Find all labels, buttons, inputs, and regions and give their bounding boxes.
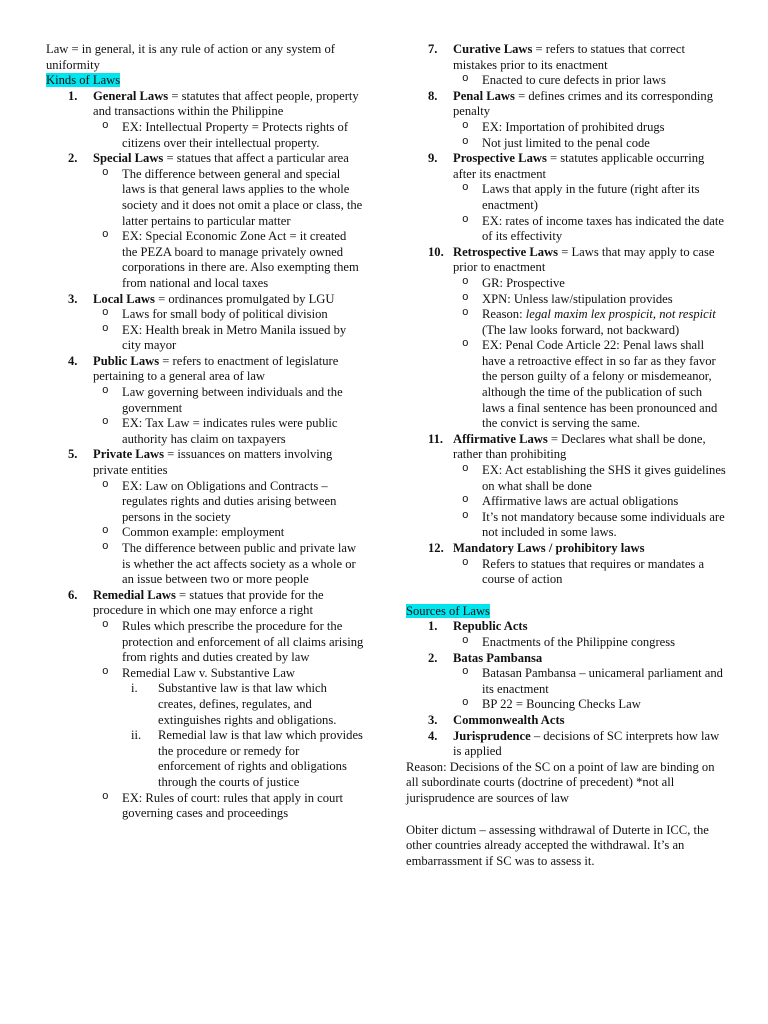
law-term: Special Laws	[93, 151, 164, 166]
law-term: General Laws	[93, 88, 169, 103]
sub-item: o EX: Act establishing the SHS it gives guidelines on what shall be done	[453, 463, 726, 494]
sub-item: o Not just limited to the penal code	[453, 136, 726, 152]
list-item	[406, 42, 726, 89]
sub-item: o The difference between general and special laws is that general laws applies to the whole society and it does not omit a place or class, the latter pertains to particular matter	[93, 167, 364, 229]
sub-item: o BP 22 = Bouncing Checks Law	[453, 697, 726, 713]
item-number: 10.	[428, 244, 444, 259]
kinds-list	[46, 89, 364, 822]
law-term: Retrospective Laws	[453, 244, 559, 259]
sources-list	[406, 619, 726, 759]
law-term: Remedial Laws	[93, 587, 176, 602]
kinds-heading-label: Kinds of Laws	[46, 73, 121, 88]
law-term: Jurisprudence	[453, 728, 531, 743]
sub-list	[453, 182, 726, 244]
reason-prefix: Reason:	[482, 307, 526, 322]
sub-list	[453, 307, 726, 338]
jurisprudence-reason: Reason: Decisions of the SC on a point of law are binding on all subordinate courts (doctrine of precedent) *not all jurisprudence are sources of law	[406, 759, 715, 805]
sub-list	[93, 167, 364, 292]
kinds-list-continued	[406, 42, 726, 588]
list-item	[46, 354, 364, 448]
sub-item: o Common example: employment	[93, 525, 364, 541]
item-number: 7.	[428, 42, 438, 56]
sub-item: o Refers to statues that requires or mandates a course of action	[453, 557, 726, 588]
sub-list	[453, 635, 726, 651]
list-item	[406, 713, 726, 729]
law-definition: = statutes that affect people, property and transactions within the Philippine	[93, 88, 359, 119]
list-item	[406, 729, 726, 760]
law-definition: = defines crimes and its corresponding penalty	[453, 88, 713, 119]
sub-item-reason	[453, 307, 726, 338]
roman-text: Substantive law is that law which creates, defines, regulates, and extinguishes rights and obligations.	[158, 681, 337, 727]
spacer	[406, 807, 726, 823]
left-column	[46, 42, 364, 822]
sub-list	[453, 120, 726, 151]
spacer	[406, 588, 726, 604]
sub-item: o Laws for small body of political division	[93, 307, 364, 323]
sub-list	[93, 307, 364, 354]
law-term: Mandatory Laws / prohibitory laws	[453, 541, 645, 555]
sub-item: o It’s not mandatory because some individuals are not included in some laws.	[453, 510, 726, 541]
list-item	[406, 651, 726, 713]
sub-item: o EX: Special Economic Zone Act = it created the PEZA board to manage privately owned corporations in there are. Also exempting them from national and local taxes	[93, 229, 364, 291]
list-item	[406, 245, 726, 432]
list-item	[406, 89, 726, 151]
roman-item	[93, 681, 364, 728]
law-term: Affirmative Laws	[453, 431, 548, 446]
sub-list	[453, 666, 726, 713]
law-definition: = statutes applicable occurring after its enactment	[453, 151, 705, 181]
sub-list	[453, 338, 726, 432]
roman-numeral: ii.	[131, 728, 142, 743]
roman-list	[93, 681, 364, 790]
roman-numeral: i.	[131, 681, 138, 696]
item-number: 8.	[428, 88, 438, 103]
item-number: 9.	[428, 151, 438, 166]
sub-list	[93, 120, 364, 151]
sources-heading	[406, 604, 726, 620]
sub-item: o EX: Tax Law = indicates rules were public authority has claim on taxpayers	[93, 416, 364, 447]
sub-item: o EX: Intellectual Property = Protects rights of citizens over their intellectual property.	[93, 120, 364, 151]
law-definition: = Laws that may apply to case prior to enactment	[453, 244, 715, 275]
item-number: 12.	[428, 541, 444, 555]
sub-item: o Enacted to cure defects in prior laws	[453, 73, 726, 89]
list-item	[406, 619, 726, 650]
sub-list	[93, 385, 364, 447]
reason-maxim: legal maxim lex prospicit, not respicit	[525, 307, 716, 322]
item-number: 11.	[428, 431, 444, 446]
sub-item: o Rules which prescribe the procedure for the protection and enforcement of all claims arising from rights and duties created by law	[93, 619, 364, 666]
sub-list	[453, 557, 726, 588]
list-item	[406, 541, 726, 588]
sub-item: o EX: Penal Code Article 22: Penal laws shall have a retroactive effect in so far as they favor the person guilty of a felony or misdemeanor, although the time of the publication of such laws a final sentence has been pronounced and the convict is serving the same.	[453, 338, 726, 432]
law-term: Public Laws	[93, 353, 160, 368]
intro-paragraph: Law = in general, it is any rule of action or any system of uniformity	[46, 42, 335, 72]
sub-item: o EX: Health break in Metro Manila issued by city mayor	[93, 323, 364, 354]
sub-item: o EX: Law on Obligations and Contracts – regulates rights and duties arising between persons in the society	[93, 479, 364, 526]
sub-item: o EX: rates of income taxes has indicated the date of its effectivity	[453, 214, 726, 245]
sub-item: o XPN: Unless law/stipulation provides	[453, 292, 726, 308]
sub-item: o Law governing between individuals and the government	[93, 385, 364, 416]
law-definition: = refers to enactment of legislature pertaining to a general area of law	[93, 353, 339, 384]
sub-item: o GR: Prospective	[453, 276, 726, 292]
law-term: Commonwealth Acts	[453, 712, 565, 727]
reason-suffix: (The law looks forward, not backward)	[482, 322, 680, 337]
sub-list	[453, 73, 726, 89]
list-item	[406, 151, 726, 245]
sub-item: o Batasan Pambansa – unicameral parliament and its enactment	[453, 666, 726, 697]
law-definition: – decisions of SC interprets how law is applied	[453, 728, 720, 759]
law-definition: = statues that affect a particular area	[163, 151, 349, 166]
law-definition: = ordinances promulgated by LGU	[154, 291, 335, 306]
sub-list	[93, 791, 364, 822]
item-number: 1.	[68, 88, 78, 103]
sub-item: o Affirmative laws are actual obligations	[453, 494, 726, 510]
sub-item: o EX: Rules of court: rules that apply in court governing cases and proceedings	[93, 791, 364, 822]
item-number: 2.	[428, 650, 438, 665]
kinds-heading	[46, 73, 364, 89]
roman-item	[93, 728, 364, 790]
law-definition: = Declares what shall be done, rather than prohibiting	[453, 431, 706, 462]
sub-list	[93, 619, 364, 681]
law-definition: = refers to statues that correct mistakes prior to its enactment	[453, 42, 685, 72]
item-number: 2.	[68, 151, 78, 166]
list-item	[46, 89, 364, 151]
sub-item: o EX: Importation of prohibited drugs	[453, 120, 726, 136]
sub-list	[453, 276, 726, 307]
list-item	[406, 432, 726, 541]
list-item	[46, 588, 364, 822]
law-term: Penal Laws	[453, 88, 515, 103]
obiter-dictum-paragraph: Obiter dictum – assessing withdrawal of Duterte in ICC, the other countries already accepted the withdrawal. It’s an embarrassment if SC was to assess it.	[406, 822, 709, 868]
law-term: Batas Pambansa	[453, 650, 543, 665]
sub-item: o Remedial Law v. Substantive Law	[93, 666, 364, 682]
roman-text: Remedial law is that law which provides the procedure or remedy for enforcement of rights and obligations through the courts of justice	[158, 728, 363, 789]
item-number: 3.	[68, 291, 78, 306]
sub-list	[93, 479, 364, 588]
law-definition: = statues that provide for the procedure in which one may enforce a right	[93, 587, 324, 618]
list-item	[46, 447, 364, 587]
item-number: 3.	[428, 712, 438, 727]
sources-heading-label: Sources of Laws	[406, 603, 490, 618]
law-term: Republic Acts	[453, 619, 528, 634]
list-item	[46, 292, 364, 354]
sub-item: o The difference between public and private law is whether the act affects society as a whole or an issue between two or more people	[93, 541, 364, 588]
law-term: Prospective Laws	[453, 151, 547, 166]
item-number: 5.	[68, 447, 78, 462]
item-number: 1.	[428, 619, 438, 634]
sub-item: o Enactments of the Philippine congress	[453, 635, 726, 651]
law-term: Curative Laws	[453, 42, 533, 56]
law-definition: = issuances on matters involving private entities	[93, 447, 333, 478]
item-number: 4.	[428, 728, 438, 743]
law-term: Private Laws	[93, 447, 164, 462]
item-number: 4.	[68, 353, 78, 368]
list-item	[46, 151, 364, 291]
right-column	[406, 42, 726, 869]
item-number: 6.	[68, 587, 78, 602]
sub-item: o Laws that apply in the future (right after its enactment)	[453, 182, 726, 213]
sub-list	[453, 463, 726, 541]
law-term: Local Laws	[93, 291, 155, 306]
